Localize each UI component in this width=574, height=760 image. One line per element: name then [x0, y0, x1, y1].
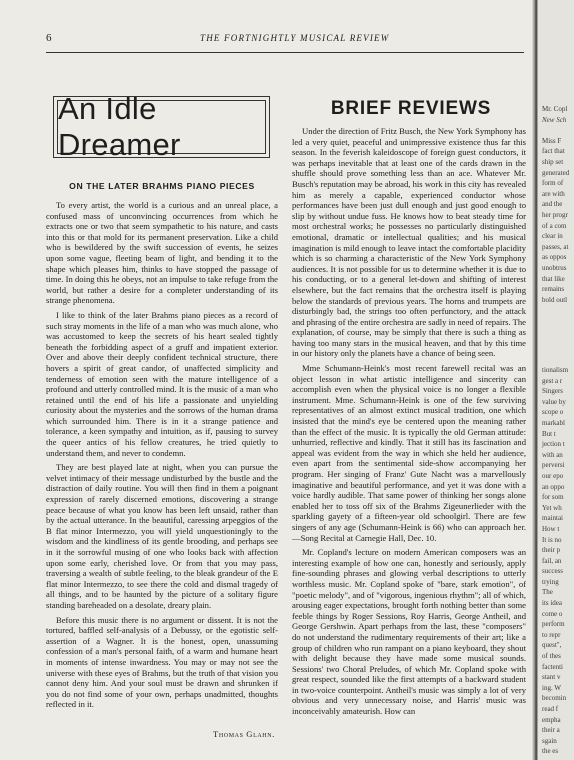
facing-page-fragment: generated [542, 168, 570, 177]
facing-page-fragment: the es [542, 747, 559, 756]
facing-page-fragment: maintai [542, 514, 563, 523]
facing-page-fragment: New Sch [542, 115, 567, 124]
facing-page-fragment: jection t [542, 440, 565, 449]
facing-page-fragment: our epo [542, 471, 564, 480]
facing-page-fragment: The [542, 588, 553, 597]
facing-page-fragment: form of [542, 179, 564, 188]
facing-page-fragment: for som [542, 493, 564, 502]
section-title: BRIEF REVIEWS [330, 98, 492, 119]
review-paragraph: Mme Schumann-Heink's most recent farewell recital was an object lesson in what artistic intelligence and sincerity can accomplish even when the physical voice is no longer a flexible instrument. Mme. Schumann-Heink is one of the few surviving representatives of an almost extinct musical tradition, one which insisted that the mind's eye be centered upon the meaning rather than the effect of the music. It is typically the old German attitude: unhurried, reflective and kindly. That it still has its fascination and appeal was evident from the way in which she held her audience, even apart from the sentimental side-show accompanying her program. Her singing of Franz' Gute Nacht was a marvellously imaginative and beautiful performance, and yet it was done with a voice hardly audible. That same power of thinking her songs alone enabled her to toss off six of the Brahms Zigeunerlieder with the sparkling gayety of a fifteen-year old schoolgirl. There are few singers of any age (Schumann-Heink is 66) who can approach her.—Song Recital at Carnegie Hall, Dec. 10. [292, 363, 526, 543]
facing-page-fragment: factenti [542, 662, 563, 671]
author-signature: Thomas Glahn. [213, 729, 275, 739]
facing-page-fragment: are with [542, 189, 565, 198]
facing-page-fragment: gest a r [542, 376, 563, 385]
facing-page-fragment: quest", [542, 641, 562, 650]
facing-page-fragment: Miss F [542, 136, 562, 145]
facing-page-fragment: empha [542, 715, 561, 724]
facing-page-fragment: Singers [542, 387, 563, 396]
facing-page-fragment: fail, an [542, 556, 562, 565]
facing-page-bottom-fragments [542, 365, 574, 757]
facing-page-fragment: their p [542, 546, 561, 555]
facing-page-fragment: their a [542, 726, 560, 735]
facing-page-fragment: that like [542, 274, 565, 283]
facing-page-fragment: unobtrus [542, 263, 567, 272]
facing-page-fragment: fact that [542, 147, 565, 156]
facing-page-fragment: as oppos [542, 253, 567, 262]
facing-page-fragment: stant v [542, 673, 561, 682]
page-number: 6 [46, 32, 52, 44]
article-title-box [53, 91, 270, 162]
facing-page-fragment: to repr [542, 630, 561, 639]
left-paragraph: To every artist, the world is a curious and an unreal place, a confused mass of unconvincing occurrences from which he extracts one or two that seem sympathetic to his nature, and casts into this or that mold for its permanent preservation. Like a child who is bewildered by the swift succession of events, he seizes upon some vague, fleeting beam of light, and bending it to the shape which pleases him, thinks to have stopped the passage of time. In doing this he obeys, not an impulse to take refuge from the world, but rather a desire for a completer understanding of its strange phenomena. [46, 200, 278, 306]
left-paragraph: I like to think of the later Brahms piano pieces as a record of such stray moments in the life of a man who was much alone, who was accustomed to keep the secrets of his heart sealed tightly beneath the forbidding aspect of a gruff and impatient exterior. Over and above their deeply confident technical structure, there hovers a spirit of great candor, of unaffected simplicity and tenderness of emotion seen with the mature intelligence of a profound and utterly controlled mind. It is the music of a man who retained until the end of his life a passionate and unyielding curiosity about the mysteries and the sorrows of the human drama which surrounded him. There is in it a strange patience and tolerance, a keen sympathy and intuition, as if, pausing to survey the queer antics of his fellow creatures, he tried quietly to understand them, and never to condemn. [46, 309, 278, 458]
running-head: THE FORTNIGHTLY MUSICAL REVIEW [200, 33, 390, 43]
facing-page-fragment: Mr. Copl [542, 105, 568, 113]
facing-page-fragment: perform [542, 620, 565, 629]
facing-page-edge [538, 0, 574, 760]
facing-page-top-fragments [542, 104, 574, 305]
right-column [292, 126, 526, 721]
review-paragraph: Under the direction of Fritz Busch, the New York Symphony has led a very quiet, peaceful and unimpressive existence thus far this season. In the feverish kaleidoscope of foreign guest conductors, it was perhaps inevitable that at least one of the cards drawn in the shuffle should prove something less than an ace. Whatever Mr. Busch's reputation may be abroad, his work in this city has revealed him as merely a capable, experienced conductor whose performances have been just dull enough and just good enough to slip by without undue fuss. He knows how to beat steady time for most orchestral works; he possesses no particularly distinguished emotional, dramatic or intellectual qualities; and his musical imagination is mild enough to leave intact the comfortable placidity which is so charming a characteristic of the New York Symphony audiences. It is not possible for us to determine whether it is due to his conducting, or to a general let-down and shifting of interest elsewhere, but the fact remains that the orchestra itself is playing below the standards of previous years. The horns and trumpets are disturbingly bad, the strings too often perfunctory, and the attack and phrasing of the entire orchestra are sadly in need of repairs. The explanation, of course, may be simply that there is such a thing as having too many stars in the musical heaven, and that by this time in our history only the planets have a chance of being seen. [292, 126, 526, 359]
article-title: An Idle Dreamer [57, 100, 266, 154]
facing-page-fragment: success [542, 567, 563, 576]
header-rule [46, 52, 524, 53]
facing-page-fragment: trying [542, 577, 559, 586]
article-subtitle: ON THE LATER BRAHMS PIANO PIECES [69, 181, 255, 191]
review-paragraph: Mr. Copland's lecture on modern American composers was an interesting example of how one can, honestly and seriously, apply fine-sounding phrases and glowing verbal descriptions to utterly worthless music. Mr. Copland spoke of "bare, stark emotion", of "poetic melody", and of "vigorous, ingenious rhythm"; all of which, arousing eager expectations, brought forth nothing better than some feeble things by Roger Sessions, Roy Harris, George Antheil, and George Gershwin. Apart perhaps from the last, these "composers" do not understand the rudimentary requirements of their art; like a group of children who run rampant on a piano keyboard, they shout with delight because they have made some musical sounds. Sessions' two Choral Preludes, of which Mr. Copland spoke with great respect, sounded like the first attempts of a backward student in two-voice counterpoint. Antheil's music was simply a lot of very obvious and very unnecessary noise, and Harris' music was inconceivably amateurish. How can [292, 547, 526, 717]
facing-page-fragment: ship set [542, 157, 564, 166]
facing-page-fragment: scope o [542, 408, 564, 417]
facing-page-fragment: come o [542, 609, 563, 618]
facing-page-fragment: and the [542, 200, 563, 209]
facing-page-fragment: bold outl [542, 295, 568, 304]
facing-page-fragment: Yet wh [542, 503, 562, 512]
facing-page-fragment: But t [542, 429, 556, 438]
facing-page-fragment: It is no [542, 535, 562, 544]
facing-page-fragment: with an [542, 450, 563, 459]
facing-page-fragment: its idea [542, 599, 563, 608]
facing-page-fragment: ing. W [542, 683, 561, 692]
facing-page-fragment: sgain [542, 736, 557, 745]
facing-page-fragment: read f [542, 705, 559, 713]
facing-page-fragment: markabl [542, 418, 565, 427]
facing-page-fragment: an oppo [542, 482, 565, 491]
facing-page-fragment: remains [542, 285, 565, 294]
facing-page-fragment: of a com [542, 221, 567, 230]
left-paragraph: Before this music there is no argument or dissent. It is not the tortured, baffled self-analysis of a Debussy, or the egotistic self-assertion of a Wagner. It is the honest, open, unassuming confession of a man's personal faith, of a warm and humane heart in moments of intense inwardness. You may or may not see the universe with these eyes of Brahms, but the truth of that vision you cannot deny him. And your soul must be drawn and shrunken if you do not find some of your own, perhaps unadmitted, thoughts reflected in it. [46, 614, 278, 710]
facing-page-fragment: tionalism [542, 366, 569, 374]
left-column [46, 200, 278, 714]
facing-page-fragment: clear in [542, 232, 563, 241]
facing-page-fragment: becomin [542, 694, 567, 703]
left-paragraph: They are best played late at night, when you can pursue the velvet intimacy of their message undisturbed by the bustle and the distraction of daily routine. You will then find in them a poignant expression of rarely discerned emotions, discovering a strange peace because of what you know has been left unsaid, rather than by the actual utterance. In the beautiful, caressing arpeggios of the B flat minor Intermezzo, you will yield unquestioningly to the wisdom and the kindliness of its gentle brooding, and perhaps see in it the sorrowful musing of one who looks back with affection upon some early, cherished love. Or from that you may pass, traversing a wealth of subtle feeling, to the bleak grandeur of the E flat minor Intermezzo, to see there the cold and dismal tragedy of all things, and to be haunted by the picture of a solitary figure standing bareheaded on a desolate, dreary plain. [46, 462, 278, 610]
facing-page-fragment: passes, at [542, 242, 569, 251]
facing-page-fragment: value by [542, 397, 566, 406]
facing-page-fragment: her progr [542, 210, 568, 219]
facing-page-fragment: of thes [542, 652, 561, 661]
facing-page-fragment: How t [542, 524, 560, 533]
facing-page-fragment: perversi [542, 461, 565, 470]
facing-page-fragment [542, 125, 574, 136]
